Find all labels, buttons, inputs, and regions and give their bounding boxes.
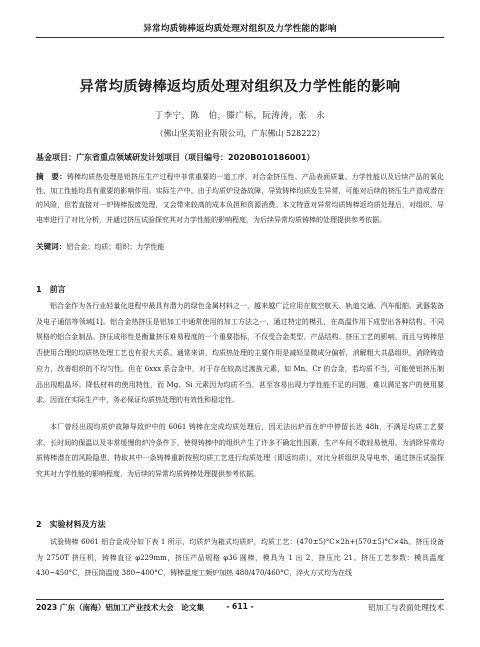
keywords [36, 241, 164, 252]
section-heading-materials-methods: 2 实验材料及方法 [36, 520, 106, 529]
author-list: 丁李宁，陈 伯，滕广标，阮涛涛，张 永 [154, 110, 326, 120]
footer-proceedings: 2023 广东（南海）铝加工产业技术大会 论文集 [36, 603, 205, 612]
running-header: 异常均质铸棒返均质处理对组织及力学性能的影响 [143, 24, 337, 34]
article-title: 异常均质铸棒返均质处理对组织及力学性能的影响 [79, 79, 401, 95]
section-heading-introduction: 1 前言 [36, 285, 66, 294]
keywords-text: 铝合金；均质；组织；力学性能 [66, 243, 165, 251]
fund-info: 基金项目：广东省重点领域研发计划项目（项目编号：2020B010186001） [36, 153, 315, 162]
abstract [36, 170, 444, 227]
abstract-text: 铸棒均质热处理是铝挤压生产过程中非常重要的一道工序，对合金挤压性、产品表面质量、力学性能以及后续产品的氧化性、加工性能均具有重要的影响作用。实际生产中，由于均质炉设备故障，导致铸棒均质发生异常，可能对后续的挤压生产造成潜在的风险，但若直接对一炉铸棒报废处理，又会带来较高的成本负担和资源消费。本文特意对异常均质铸棒返均质处理后，对组织、导电率进行了对比分析，并通过挤压试验探究其对力学性能的影响程度，为后续异常均质铸棒的处理提供参考依据。 [36, 173, 445, 224]
header-rule [36, 37, 444, 38]
footer-journal: 铝加工与表面处理技术 [368, 603, 444, 612]
affiliation: （佛山坚美铝业有限公司，广东佛山 528222） [155, 129, 325, 138]
paragraph: 本厂曾经出现均质炉故障导致炉中的 6061 铸棒在完成均质处理后，因无法出炉而在炉中停留长达 48h，不满足均质工艺要求，长时间的保温以及非常缓慢的炉冷条件下，使得铸棒中的组织产生了许多不确定性因素，生产车间不敢轻易使用。为消除异常均质铸棒潜在的风险隐患，特取其中一条铸棒重新按照均质工艺进行均质处理（即返均质），对比分析组织及导电率，通过挤压试验探究其对力学性能的影响程度，为后续的异常均质铸棒处理提供参考依据。 [36, 423, 444, 479]
page-number: - 611 - [226, 602, 254, 611]
footer-rule [36, 599, 444, 600]
paragraph: 铝合金作为各行业轻量化进程中最具有潜力的绿色金属材料之一，越来越广泛应用在航空航天、轨道交通、汽车船舶、武器装备及电子通信等领域[1]。铝合金热挤压是铝加工中通常使用的加工方法之一，通过特定的模孔，在高温作用下成型出各种结构、不同规格的铝合金制品。挤压成形性是衡量挤压难易程度的一个重要指标，不仅受合金类型、产品结构、挤压工艺的影响，而且与铸棒是否使用合理的均质热处理工艺也有很大关系。通常来讲，均质热处理的主要作用是减轻显微成分偏析，消解粗大共晶组织，消除铸造应力，改善组织的不均匀性。但在 6xxx 系合金中，对于存在较高过渡族元素，如 Mn、Cr 的合金，若均质不当，可能使铝挤压制品出现粗晶环，降低材料的使用特性，而 Mg、Si 元素因为均质不当，甚至容易出现力学性能不足的问题，难以满足客户的使用要求。因而在实际生产中，务必保证均质热处理的有效性和稳定性。 [36, 302, 444, 405]
keywords-label: 关键词： [36, 242, 67, 251]
paragraph: 试验铸棒 6061 铝合金成分如下表 1 所示，均质炉为箱式均质炉，均质工艺：(470±5)°C×2h+(570±5)°C×4h。挤压设备为 2750T 挤压机，铸棒直径 φ229mm，挤压产品规格 φ36 圆棒，模具为 1 出 2，挤压比 21。挤压工艺参数：模具温度 430~450°C，挤压筒温度 380~400°C，铸棒温度工频炉加热 480/470/460°C，淬火方式均为在线 [36, 538, 444, 578]
abstract-label: 摘 要： [36, 172, 67, 181]
